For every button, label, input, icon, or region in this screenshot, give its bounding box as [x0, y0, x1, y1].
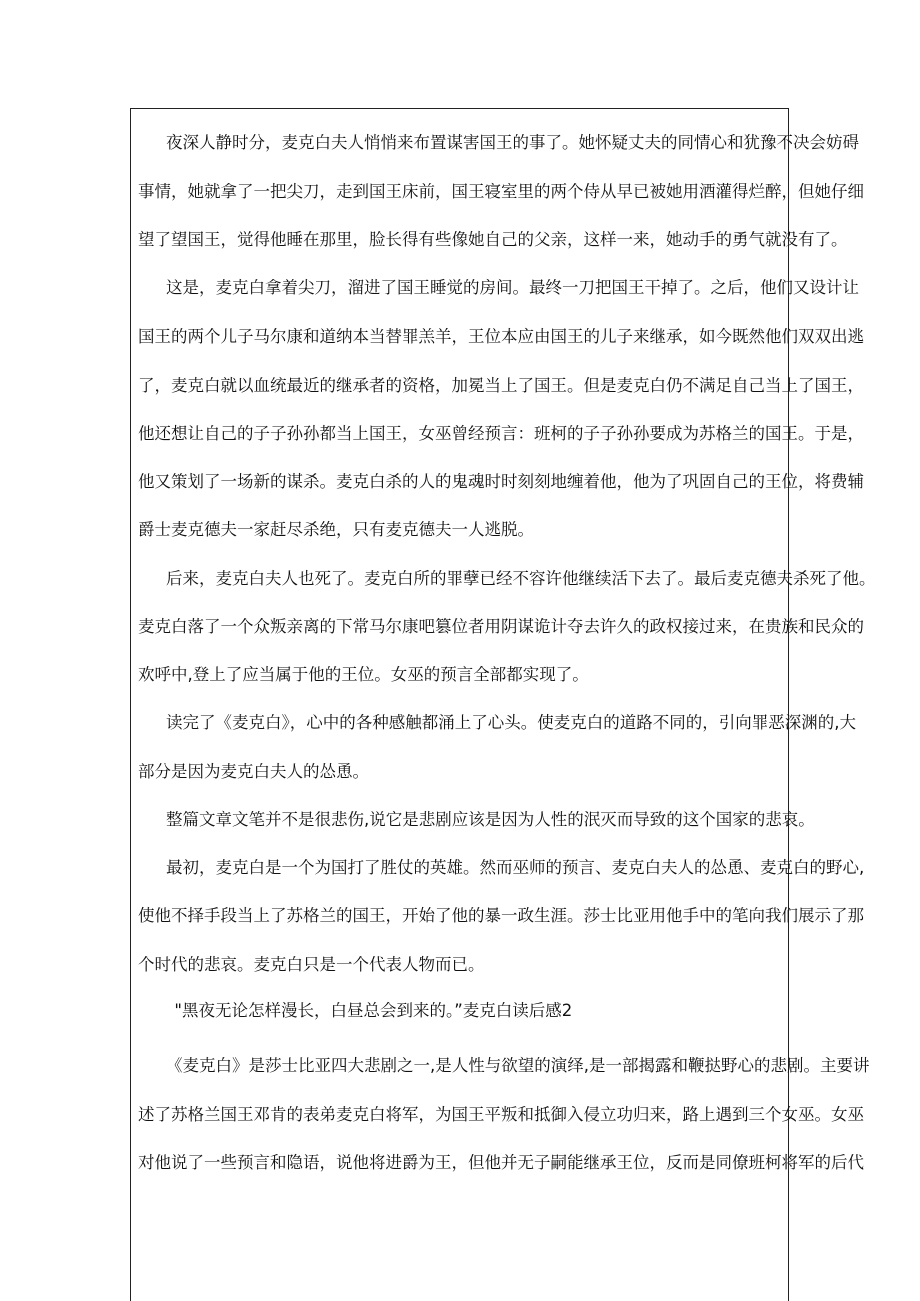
text-line: 欢呼中,登上了应当属于他的王位。女巫的预言全部都实现了。 — [138, 665, 589, 684]
text-line: 最初，麦克白是一个为国打了胜仗的英雄。然而巫师的预言、麦克白夫人的怂恿、麦克白的野心, — [166, 858, 865, 877]
section-heading: "黑夜无论怎样漫长，白昼总会到来的。”麦克白读后感2 — [174, 1001, 573, 1020]
text-line: 使他不择手段当上了苏格兰的国王，开始了他的暴一政生涯。莎士比亚用他手中的笔向我们展示了那 — [138, 906, 864, 925]
text-line: 《麦克白》是莎士比亚四大悲剧之一,是人性与欲望的演绎,是一部揭露和鞭挞野心的悲剧。主要讲 — [166, 1056, 870, 1075]
text-line: 他还想让自己的子子孙孙都当上国王，女巫曾经预言：班柯的子子孙孙要成为苏格兰的国王。于是， — [138, 424, 864, 443]
text-line: 这是，麦克白拿着尖刀，溜进了国王睡觉的房间。最终一刀把国王干掉了。之后，他们又设计让 — [166, 278, 859, 297]
text-line: 后来，麦克白夫人也死了。麦克白所的罪孽已经不容许他继续活下去了。最后麦克德夫杀死了他。 — [166, 569, 876, 588]
text-line: 了，麦克白就以血统最近的继承者的资格，加冕当上了国王。但是麦克白仍不满足自己当上了国王， — [138, 376, 864, 395]
text-line: 爵士麦克德夫一家赶尽杀绝，只有麦克德夫一人逃脱。 — [138, 520, 534, 539]
text-line: 望了望国王，觉得他睡在那里，脸长得有些像她自己的父亲，这样一来，她动手的勇气就没有了。 — [138, 230, 848, 249]
text-line: 他又策划了一场新的谋杀。麦克白杀的人的鬼魂时时刻刻地缠着他，他为了巩固自己的王位，将费辅 — [138, 472, 864, 491]
text-line: 对他说了一些预言和隐语，说他将进爵为王，但他并无子嗣能继承王位，反而是同僚班柯将军的后代 — [138, 1153, 864, 1172]
text-line: 夜深人静时分，麦克白夫人悄悄来布置谋害国王的事了。她怀疑丈夫的同情心和犹豫不决会妨碍 — [166, 133, 859, 152]
text-line: 读完了《麦克白》，心中的各种感触都涌上了心头。使麦克白的道路不同的，引向罪恶深渊的,大 — [166, 713, 856, 732]
text-line: 个时代的悲哀。麦克白只是一个代表人物而已。 — [138, 955, 485, 974]
text-line: 部分是因为麦克白夫人的怂恿。 — [138, 762, 369, 781]
text-line: 事情，她就拿了一把尖刀，走到国王床前，国王寝室里的两个侍从早已被她用酒灌得烂醉，但她仔细 — [138, 182, 864, 201]
text-line: 国王的两个儿子马尔康和道纳本当替罪羔羊，王位本应由国王的儿子来继承，如今既然他们双双出逃 — [138, 327, 864, 346]
text-line: 整篇文章文笔并不是很悲伤,说它是悲剧应该是因为人性的泯灭而导致的这个国家的悲哀。 — [166, 810, 815, 829]
text-line: 述了苏格兰国王邓肯的表弟麦克白将军，为国王平叛和抵御入侵立功归来，路上遇到三个女巫。女巫 — [138, 1105, 864, 1124]
text-line: 麦克白落了一个众叛亲离的下常马尔康吧篡位者用阴谋诡计夺去许久的政权接过来，在贵族和民众的 — [138, 617, 864, 636]
